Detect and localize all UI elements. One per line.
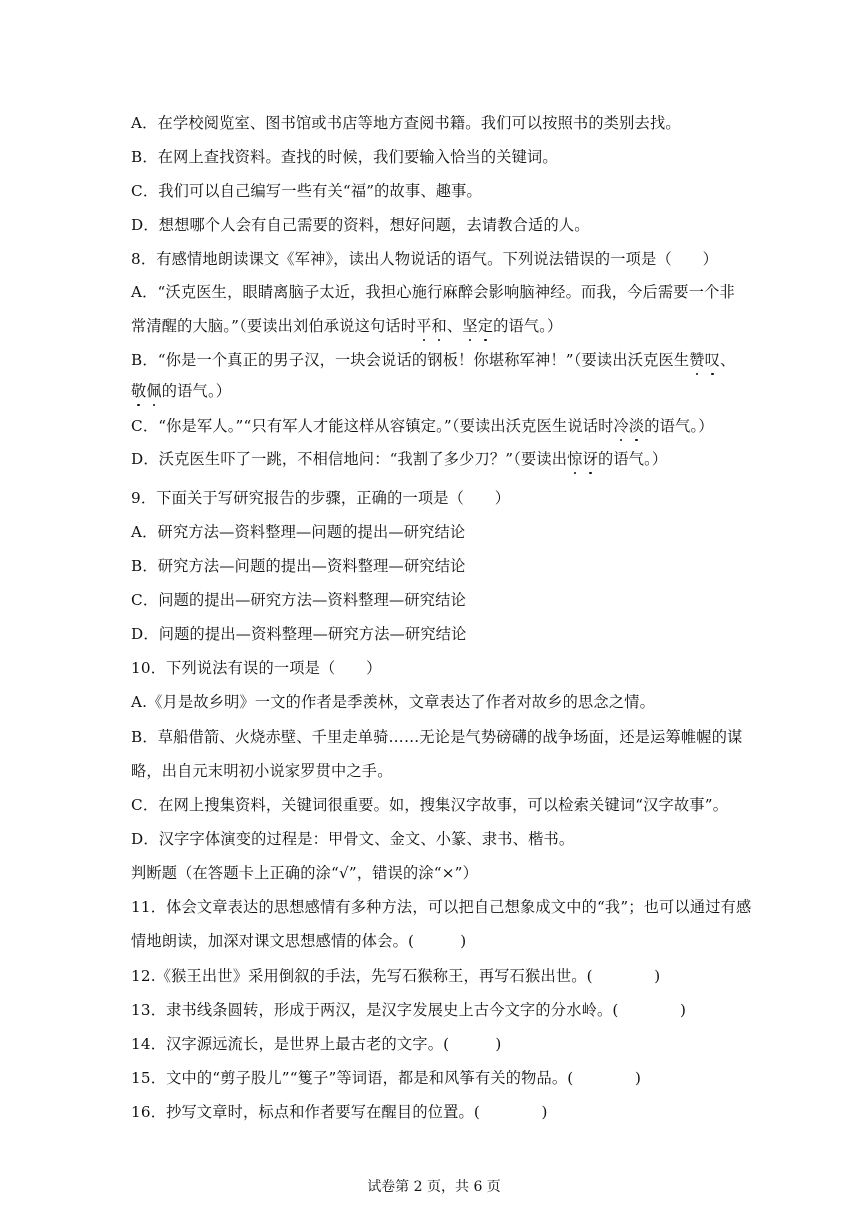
emphasis-dot-char: 淡 xyxy=(628,417,645,435)
q8-option-c: C．“你是军人。”“只有军人才能这样从容镇定。”（要读出沃克医生说话时冷淡的语气。） xyxy=(131,417,714,435)
q7-option-c: C．我们可以自己编写一些有关“福”的故事、趣事。 xyxy=(131,182,482,200)
q9-option-a: A．研究方法—资料整理—问题的提出—研究结论 xyxy=(131,523,466,541)
q14: 14．汉字源远流长，是世界上最古老的文字。( ) xyxy=(131,1035,502,1053)
q16: 16．抄写文章时，标点和作者要写在醒目的位置。( ) xyxy=(131,1103,548,1121)
q13: 13．隶书线条圆转，形成于两汉，是汉字发展史上古今文字的分水岭。( ) xyxy=(131,1001,687,1019)
q10-option-d: D．汉字字体演变的过程是：甲骨文、金文、小篆、隶书、楷书。 xyxy=(131,830,575,848)
q10-stem: 10．下列说法有误的一项是（ ） xyxy=(131,659,382,677)
q8-option-a-line1: A．“沃克医生，眼睛离脑子太近，我担心施行麻醉会影响脑神经。而我，今后需要一个非 xyxy=(131,283,735,301)
q8-option-b-line1: B．“你是一个真正的男子汉，一块会说话的钢板！你堪称军神！”（要读出沃克医生赞叹、 xyxy=(131,351,736,369)
q7-option-a: A．在学校阅览室、图书馆或书店等地方查阅书籍。我们可以按照书的类别去找。 xyxy=(131,114,681,132)
section-title-judge: 判断题（在答题卡上正确的涂“√”，错误的涂“×”） xyxy=(131,864,479,882)
q15: 15．文中的“剪子股儿”“篗子”等词语，都是和风筝有关的物品。( ) xyxy=(131,1069,642,1087)
q7-option-b: B．在网上查找资料。查找的时候，我们要输入恰当的关键词。 xyxy=(131,148,558,166)
q11-line1: 11．体会文章表达的思想感情有多种方法，可以把自己想象成文中的“我”；也可以通过有感 xyxy=(131,898,752,916)
q10-option-b-line2: 略，出自元末明初小说家罗贯中之手。 xyxy=(131,762,393,780)
q8-option-a-line2: 常清醒的大脑。”（要读出刘伯承说这句话时平和、坚定的语气。） xyxy=(131,317,563,335)
q7-option-d: D．想想哪个人会有自己需要的资料，想好问题，去请教合适的人。 xyxy=(131,216,590,234)
emphasis-dot-char: 惊 xyxy=(567,450,583,468)
emphasis-dot-char: 冷 xyxy=(613,417,629,435)
q9-option-d: D．问题的提出—资料整理—研究方法—研究结论 xyxy=(131,625,467,643)
emphasis-dot-char: 佩 xyxy=(146,382,162,400)
q8-stem: 8．有感情地朗读课文《军神》，读出人物说话的语气。下列说法错误的一项是（ ） xyxy=(131,250,718,268)
emphasis-dot-char: 定 xyxy=(477,317,494,335)
emphasis-dot-char: 坚 xyxy=(462,317,478,335)
q8-option-b-line2: 敬佩的语气。） xyxy=(131,382,232,400)
emphasis-dot-char: 平 xyxy=(416,317,432,335)
page-footer: 试卷第 2 页，共 6 页 xyxy=(367,1179,501,1195)
q10-option-a: A.《月是故乡明》一文的作者是季羡林，文章表达了作者对故乡的思念之情。 xyxy=(131,693,655,711)
q10-option-c: C．在网上搜集资料，关键词很重要。如，搜集汉字故事，可以检索关键词“汉字故事”。 xyxy=(131,796,729,814)
q9-option-c: C．问题的提出—研究方法—资料整理—研究结论 xyxy=(131,591,466,609)
emphasis-dot-char: 赞 xyxy=(689,351,705,369)
q9-stem: 9．下面关于写研究报告的步骤，正确的一项是（ ） xyxy=(131,489,511,507)
emphasis-dot-char: 和 xyxy=(431,317,447,335)
q11-line2: 情地朗读，加深对课文思想感情的体会。( ) xyxy=(131,932,467,950)
emphasis-dot-char: 讶 xyxy=(582,450,598,468)
q10-option-b-line1: B．草船借箭、火烧赤壁、千里走单骑……无论是气势磅礴的战争场面，还是运筹帷幄的谋 xyxy=(131,728,743,746)
q9-option-b: B．研究方法—问题的提出—资料整理—研究结论 xyxy=(131,557,466,575)
emphasis-dot-char: 叹 xyxy=(704,351,721,369)
emphasis-dot-char: 敬 xyxy=(131,382,147,400)
q12: 12.《猴王出世》采用倒叙的手法，先写石猴称王，再写石猴出世。( ) xyxy=(131,967,661,985)
q8-option-d: D．沃克医生吓了一跳，不相信地问：“我割了多少刀？”（要读出惊讶的语气。） xyxy=(131,450,668,468)
